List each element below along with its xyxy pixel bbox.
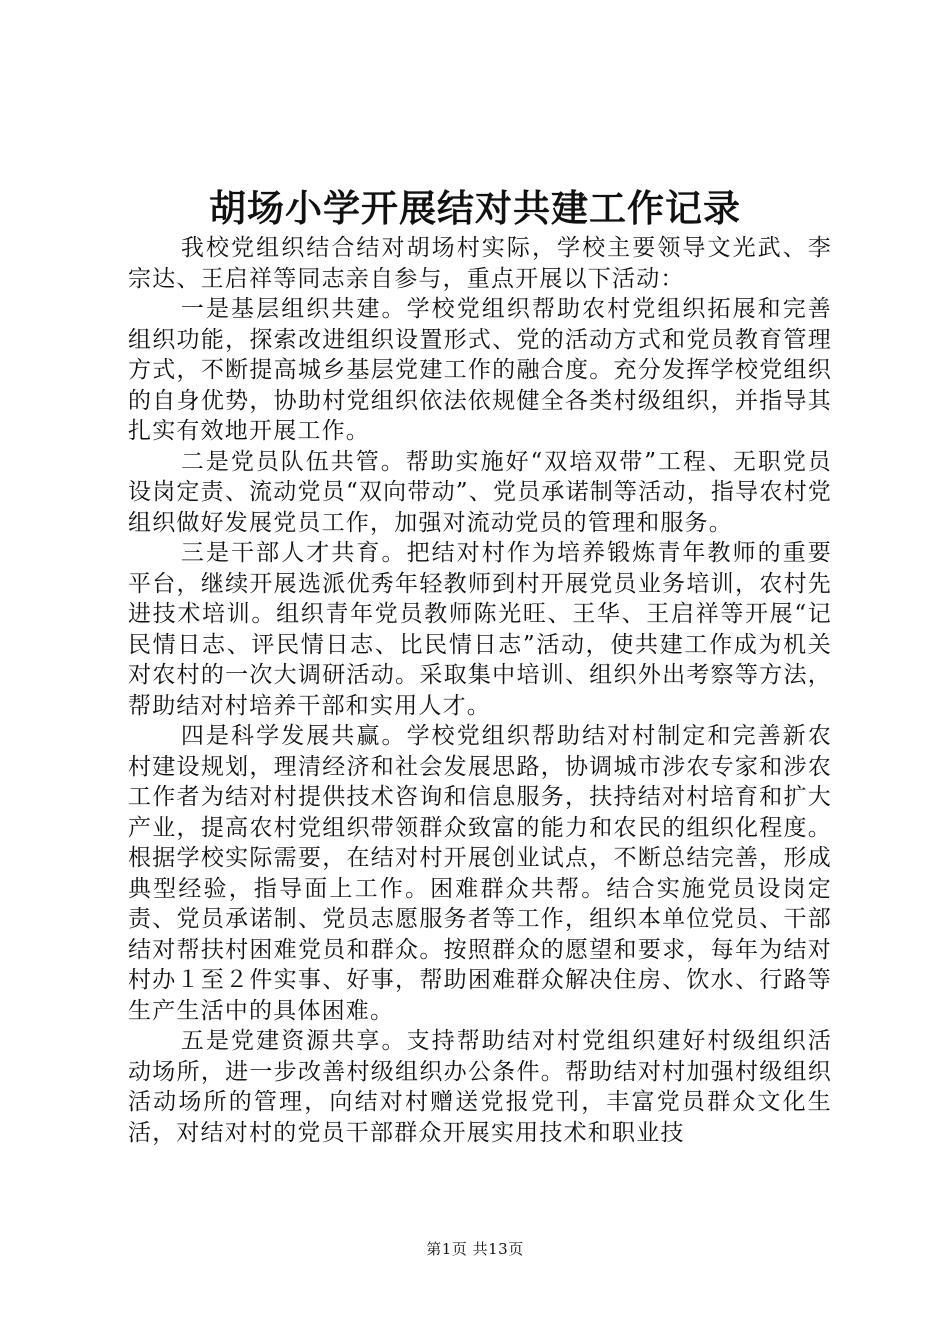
document-title: 胡场小学开展结对共建工作记录: [209, 186, 741, 230]
paragraph-organization: 一是基层组织共建。学校党组织帮助农村党组织拓展和完善组织功能，探索改进组织设置形式、党的活动方式和党员教育管理方式，不断提高城乡基层党建工作的融合度。充分发挥学校党组织的自身优势，协助村党组织依法依规健全各类村级组织，并指导其扎实有效地开展工作。: [128, 296, 832, 444]
paragraph-talent: 三是干部人才共育。把结对村作为培养锻炼青年教师的重要平台，继续开展选派优秀年轻教师到村开展党员业务培训，农村先进技术培训。组织青年党员教师陈光旺、王华、王启祥等开展“记民情日志、评民情日志、比民情日志”活动，使共建工作成为机关对农村的一次大调研活动。采取集中培训、组织外出考察等方法，帮助结对村培养干部和实用人才。: [128, 540, 832, 719]
paragraph-development: 四是科学发展共赢。学校党组织帮助结对村制定和完善新农村建设规划，理清经济和社会发展思路，协调城市涉农专家和涉农工作者为结对村提供技术咨询和信息服务，扶持结对村培育和扩大产业，提高农村党组织带领群众致富的能力和农民的组织化程度。根据学校实际需要，在结对村开展创业试点，不断总结完善，形成典型经验，指导面上工作。困难群众共帮。结合实施党员设岗定责、党员承诺制、党员志愿服务者等工作，组织本单位党员、干部结对帮扶村困难党员和群众。按照群众的愿望和要求，每年为结对村办１至２件实事、好事，帮助困难群众解决住房、饮水、行路等生产生活中的具体困难。: [128, 723, 832, 1024]
document-body: [128, 233, 832, 1148]
paragraph-party-members: 二是党员队伍共管。帮助实施好“双培双带”工程、无职党员设岗定责、流动党员“双向带动”、党员承诺制等活动，指导农村党组织做好发展党员工作，加强对流动党员的管理和服务。: [128, 448, 832, 536]
paragraph-resources: 五是党建资源共享。支持帮助结对村党组织建好村级组织活动场所，进一步改善村级组织办公条件。帮助结对村加强村级组织活动场所的管理，向结对村赠送党报党刊，丰富党员群众文化生活，对结对村的党员干部群众开展实用技术和职业技: [128, 1028, 832, 1146]
page-number-footer: 第1页 共13页: [426, 1240, 524, 1258]
paragraph-intro: 我校党组织结合结对胡场村实际，学校主要领导文光武、李宗达、王启祥等同志亲自参与，重点开展以下活动：: [128, 235, 832, 292]
